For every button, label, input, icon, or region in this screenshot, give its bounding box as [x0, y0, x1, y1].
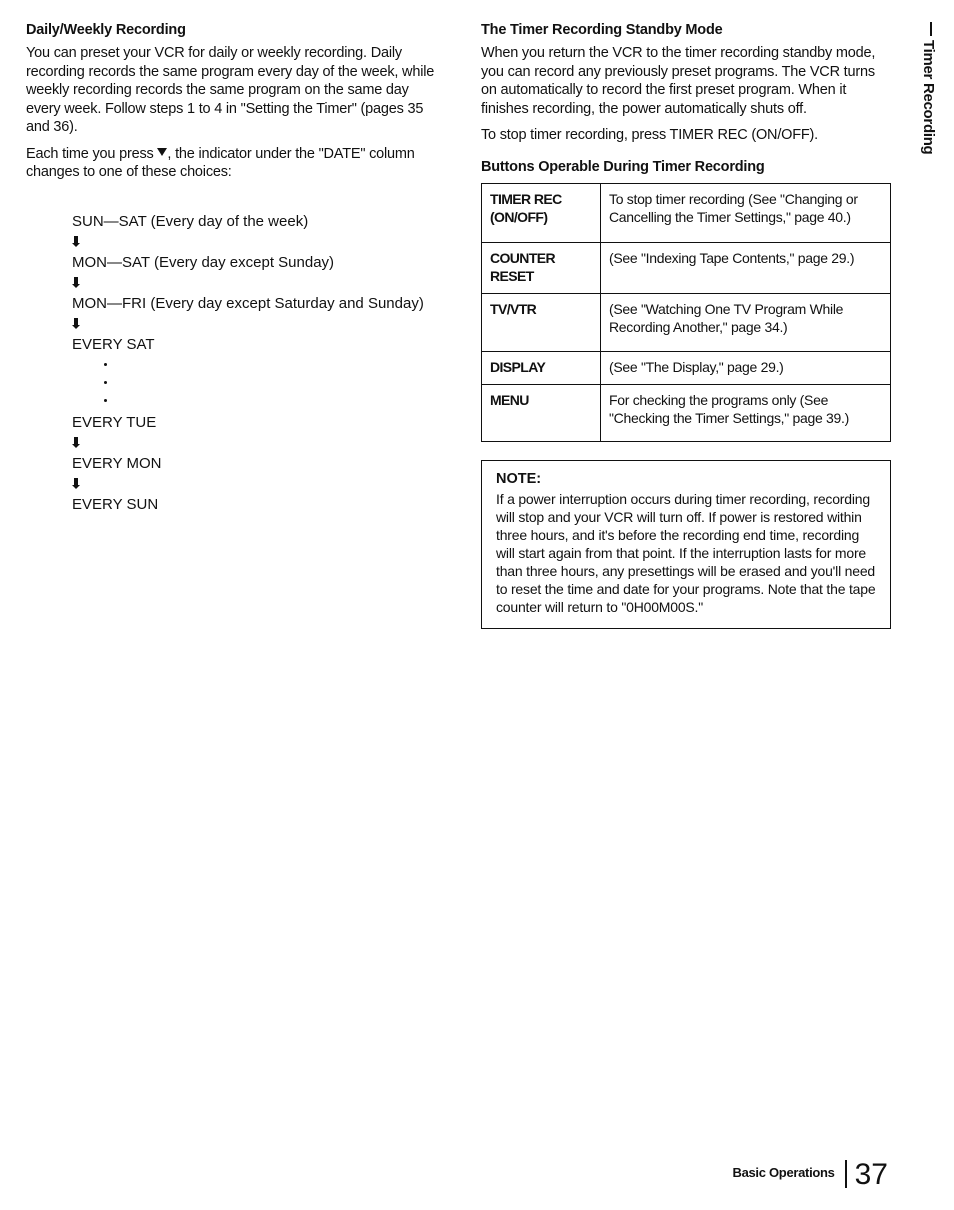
choice-every-mon: EVERY MON: [72, 454, 162, 472]
table-row: [482, 351, 891, 384]
choice-every-sat: EVERY SAT: [72, 335, 155, 353]
button-description: (See "The Display," page 29.): [601, 351, 891, 384]
side-tab-label: Timer Recording: [920, 40, 937, 155]
footer-section-name: Basic Operations: [732, 1165, 835, 1180]
standby-mode-heading: The Timer Recording Standby Mode: [481, 22, 723, 38]
note-title: NOTE:: [496, 470, 542, 487]
down-arrow-icon: [72, 314, 80, 335]
table-row: [482, 293, 891, 351]
table-row: [482, 242, 891, 293]
choice-mon-fri: MON—FRI (Every day except Saturday and Sunday): [72, 294, 424, 312]
daily-weekly-heading: Daily/Weekly Recording: [26, 22, 186, 38]
button-key: MENU: [482, 384, 601, 441]
down-triangle-icon: [157, 148, 167, 157]
standby-mode-text: When you return the VCR to the timer recording standby mode, you can record any previously preset programs. The VCR turns on automatically to record the first preset program. When it finishes recording, the power automatically shuts off.: [481, 45, 876, 117]
ellipsis-dot-icon: [72, 355, 436, 373]
page-footer: [732, 1152, 888, 1192]
daily-weekly-intro: You can preset your VCR for daily or weekly recording. Daily recording records the same program every day of the week, while weekly recording records the same program on the same day every week. Follow steps 1 to 4 in "Setting the Timer" (pages 35 and 36).: [26, 45, 435, 135]
page-number: 37: [854, 1158, 888, 1191]
table-row: [482, 384, 891, 441]
button-key: DISPLAY: [482, 351, 601, 384]
choice-sun-sat: SUN—SAT (Every day of the week): [72, 212, 309, 230]
down-arrow-icon: [72, 433, 80, 454]
ellipsis-dot-icon: [72, 373, 436, 391]
choice-every-tue: EVERY TUE: [72, 413, 157, 431]
date-indicator-text: [26, 145, 436, 182]
press-text: Each time you press: [26, 145, 158, 162]
down-arrow-icon: [72, 232, 80, 253]
down-arrow-icon: [72, 273, 80, 294]
button-description: For checking the programs only (See "Checking the Timer Settings," page 39.): [601, 384, 891, 441]
ellipsis-dot-icon: [72, 391, 436, 409]
right-column: [481, 22, 893, 629]
date-column-text: , the indicator under the "DATE" column changes to one of these choices:: [26, 145, 415, 180]
choice-mon-sat: MON—SAT (Every day except Sunday): [72, 253, 335, 271]
button-description: (See "Indexing Tape Contents," page 29.): [601, 242, 891, 293]
date-choices-list: [72, 212, 436, 515]
button-description: To stop timer recording (See "Changing or Cancelling the Timer Settings," page 40.): [601, 183, 891, 242]
buttons-operable-heading: Buttons Operable During Timer Recording: [481, 158, 765, 175]
note-box: [481, 460, 891, 629]
button-key: COUNTER RESET: [482, 242, 601, 293]
buttons-table: [481, 183, 891, 442]
note-text: If a power interruption occurs during timer recording, recording will stop and your VCR will turn off. If power is restored within three hours, and it's before the recording end time, recording will start again from that point. If the interruption lasts for more than three hours, any presettings will be erased and you'll need to reset the time and date for your programs. Note that the tape counter will return to "0H00M00S.": [496, 490, 876, 615]
choice-every-sun: EVERY SUN: [72, 495, 159, 513]
footer-divider: [845, 1160, 847, 1188]
down-arrow-icon: [72, 474, 80, 495]
button-key: TV/VTR: [482, 293, 601, 351]
button-description: (See "Watching One TV Program While Recording Another," page 34.): [601, 293, 891, 351]
table-row: [482, 183, 891, 242]
stop-timer-text: To stop timer recording, press TIMER REC (ON/OFF).: [481, 127, 818, 143]
section-side-tab: [906, 22, 946, 162]
button-key: TIMER REC (ON/OFF): [482, 183, 601, 242]
side-tab-rule: [930, 22, 932, 36]
left-column: [26, 22, 436, 515]
